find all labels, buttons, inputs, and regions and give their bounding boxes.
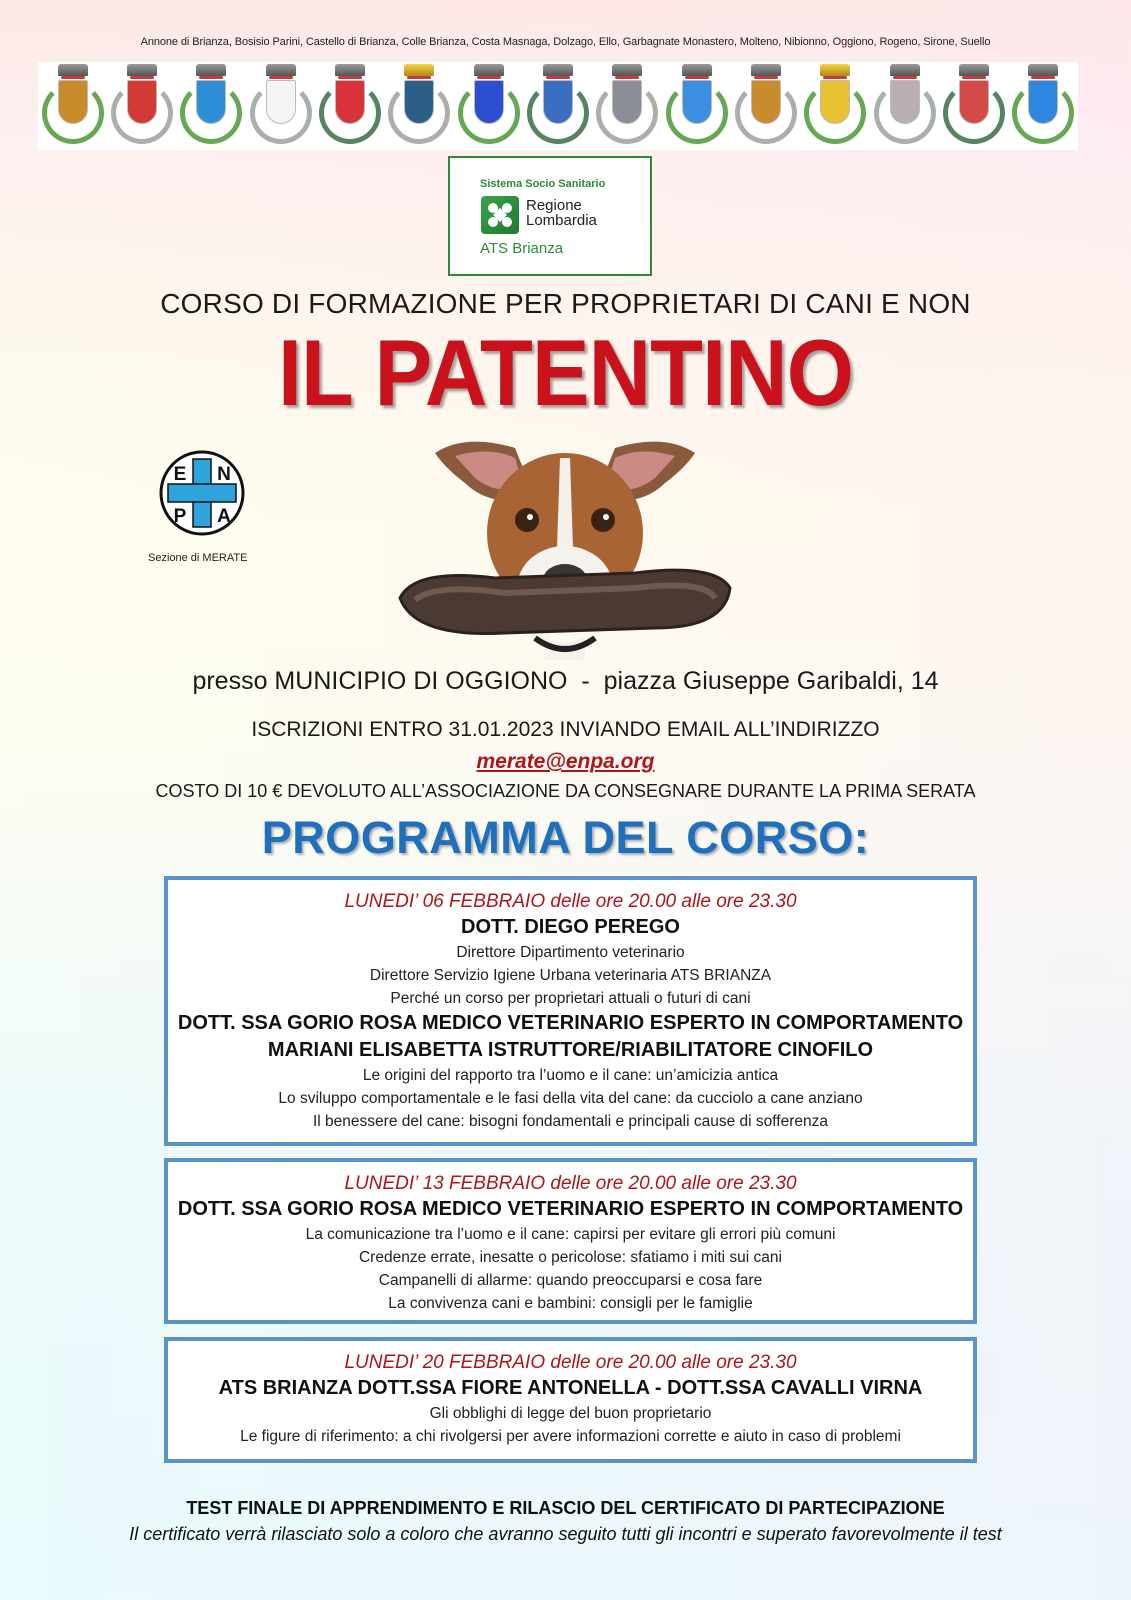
enpa-logo bbox=[158, 449, 246, 537]
session-topic: La convivenza cani e bambini: consigli per le famiglie bbox=[388, 1295, 753, 1312]
session-speaker: DOTT. DIEGO PEREGO bbox=[461, 916, 680, 938]
crest-colle-brianza-icon bbox=[246, 62, 315, 150]
shield-icon bbox=[266, 80, 296, 124]
session-date: LUNEDI’ 13 FEBBRAIO delle ore 20.00 alle ore 23.30 bbox=[344, 1173, 797, 1194]
page-title: IL PATENTINO bbox=[277, 320, 854, 425]
crest-bosisio-parini-icon bbox=[107, 62, 176, 150]
crown-icon bbox=[543, 64, 573, 76]
municipal-crests-row bbox=[38, 62, 1078, 150]
sistema-socio-sanitario-label: Sistema Socio Sanitario bbox=[480, 178, 606, 190]
crest-extra-icon bbox=[1009, 62, 1078, 150]
shield-icon bbox=[959, 80, 989, 124]
shield-icon bbox=[751, 80, 781, 124]
final-test-heading: TEST FINALE DI APPRENDIMENTO E RILASCIO DEL CERTIFICATO DI PARTECIPAZIONE bbox=[186, 1498, 945, 1518]
shield-icon bbox=[543, 80, 573, 124]
speaker-role: Direttore Dipartimento veterinario bbox=[456, 944, 685, 961]
crown-icon bbox=[751, 64, 781, 76]
session-topic: Lo sviluppo comportamentale e le fasi della vita del cane: da cucciolo a cane anziano bbox=[278, 1090, 863, 1107]
shield-icon bbox=[404, 80, 434, 124]
crest-dolzago-icon bbox=[385, 62, 454, 150]
session-topic: La comunicazione tra l’uomo e il cane: capirsi per evitare gli errori più comuni bbox=[305, 1226, 836, 1243]
regione-lombardia-text bbox=[526, 198, 597, 228]
crown-icon bbox=[820, 64, 850, 76]
crest-costa-masnaga-icon bbox=[315, 62, 384, 150]
crest-castello-di-brianza-icon bbox=[177, 62, 246, 150]
lombardia-rose-icon bbox=[481, 196, 519, 234]
crown-icon bbox=[890, 64, 920, 76]
enpa-section-label: Sezione di MERATE bbox=[148, 552, 248, 564]
session-speaker: MARIANI ELISABETTA ISTRUTTORE/RIABILITATORE CINOFILO bbox=[267, 1039, 874, 1061]
crown-icon bbox=[474, 64, 504, 76]
dog-with-leash-image bbox=[395, 428, 735, 660]
enpa-letter-n: N bbox=[217, 464, 231, 485]
crest-garbagnate-monastero-icon bbox=[523, 62, 592, 150]
shield-icon bbox=[682, 80, 712, 124]
email-link[interactable]: merate@enpa.org bbox=[476, 750, 655, 773]
shield-icon bbox=[612, 80, 642, 124]
crown-icon bbox=[196, 64, 226, 76]
shield-icon bbox=[127, 80, 157, 124]
session-topic: Le origini del rapporto tra l’uomo e il cane: un’amicizia antica bbox=[362, 1067, 779, 1084]
crest-molteno-icon bbox=[593, 62, 662, 150]
session-topic: Perché un corso per proprietari attuali o futuri di cani bbox=[390, 990, 751, 1007]
session-topic: Il benessere del cane: bisogni fondamentali e principali cause di sofferenza bbox=[313, 1113, 828, 1130]
speaker-role: Direttore Servizio Igiene Urbana veterinaria ATS BRIANZA bbox=[369, 967, 772, 984]
venue-address: presso MUNICIPIO DI OGGIONO - piazza Giuseppe Garibaldi, 14 bbox=[192, 667, 939, 695]
crown-icon bbox=[612, 64, 642, 76]
session-card bbox=[164, 1337, 977, 1463]
enpa-letter-p: P bbox=[173, 506, 187, 527]
crown-icon bbox=[335, 64, 365, 76]
shield-icon bbox=[890, 80, 920, 124]
ats-brianza-logo bbox=[448, 156, 652, 276]
shield-icon bbox=[196, 80, 226, 124]
shield-icon bbox=[474, 80, 504, 124]
regione-label: Regione bbox=[526, 197, 582, 214]
session-topic: Campanelli di allarme: quando preoccuparsi e cosa fare bbox=[378, 1272, 763, 1289]
crest-annone-di-brianza-icon bbox=[38, 62, 107, 150]
lombardia-label: Lombardia bbox=[526, 212, 597, 229]
session-speaker: DOTT. SSA GORIO ROSA MEDICO VETERINARIO ESPERTO IN COMPORTAMENTO bbox=[177, 1198, 964, 1220]
session-topic: Le figure di riferimento: a chi rivolgersi per avere informazioni corrette e aiuto in caso di problemi bbox=[240, 1428, 901, 1445]
ats-brianza-label: ATS Brianza bbox=[480, 240, 564, 257]
crown-icon bbox=[266, 64, 296, 76]
crown-icon bbox=[1028, 64, 1058, 76]
crown-icon bbox=[404, 64, 434, 76]
session-card bbox=[164, 876, 977, 1146]
session-speaker: DOTT. SSA GORIO ROSA MEDICO VETERINARIO ESPERTO IN COMPORTAMENTO bbox=[177, 1012, 964, 1034]
crown-icon bbox=[58, 64, 88, 76]
crest-sirone-icon bbox=[870, 62, 939, 150]
cost-info: COSTO DI 10 € DEVOLUTO ALL’ASSOCIAZIONE DA CONSEGNARE DURANTE LA PRIMA SERATA bbox=[155, 781, 976, 801]
crest-rogeno-icon bbox=[801, 62, 870, 150]
enpa-letter-a: A bbox=[217, 506, 231, 527]
session-topic: Gli obblighi di legge del buon proprietario bbox=[429, 1405, 712, 1422]
crest-suello-icon bbox=[939, 62, 1008, 150]
registration-deadline: ISCRIZIONI ENTRO 31.01.2023 INVIANDO EMAIL ALL’INDIRIZZO bbox=[251, 718, 880, 741]
municipalities-list: Annone di Brianza, Bosisio Parini, Castello di Brianza, Colle Brianza, Costa Masnaga, Dolzago, Ello, Garbagnate Monastero, Molteno, Nibionno, Oggiono, Rogeno, Sirone, Suello bbox=[140, 36, 991, 48]
shield-icon bbox=[335, 80, 365, 124]
shield-icon bbox=[58, 80, 88, 124]
certificate-note: Il certificato verrà rilasciato solo a coloro che avranno seguito tutti gli incontri e superato favorevolmente il test bbox=[129, 1524, 1002, 1544]
crown-icon bbox=[959, 64, 989, 76]
crown-icon bbox=[682, 64, 712, 76]
crown-icon bbox=[127, 64, 157, 76]
enpa-cross-icon bbox=[158, 449, 246, 537]
session-date: LUNEDI’ 06 FEBBRAIO delle ore 20.00 alle ore 23.30 bbox=[344, 891, 797, 912]
crest-oggiono-icon bbox=[731, 62, 800, 150]
session-topic: Credenze errate, inesatte o pericolose: sfatiamo i miti sui cani bbox=[358, 1249, 782, 1266]
program-heading: PROGRAMMA DEL CORSO: bbox=[261, 812, 870, 863]
session-card bbox=[164, 1158, 977, 1324]
shield-icon bbox=[820, 80, 850, 124]
crest-nibionno-icon bbox=[662, 62, 731, 150]
course-subtitle: CORSO DI FORMAZIONE PER PROPRIETARI DI CANI E NON bbox=[160, 288, 971, 319]
enpa-letter-e: E bbox=[173, 464, 187, 485]
session-speaker: ATS BRIANZA DOTT.SSA FIORE ANTONELLA - DOTT.SSA CAVALLI VIRNA bbox=[218, 1377, 923, 1399]
crest-ello-icon bbox=[454, 62, 523, 150]
session-date: LUNEDI’ 20 FEBBRAIO delle ore 20.00 alle ore 23.30 bbox=[344, 1352, 797, 1373]
shield-icon bbox=[1028, 80, 1058, 124]
